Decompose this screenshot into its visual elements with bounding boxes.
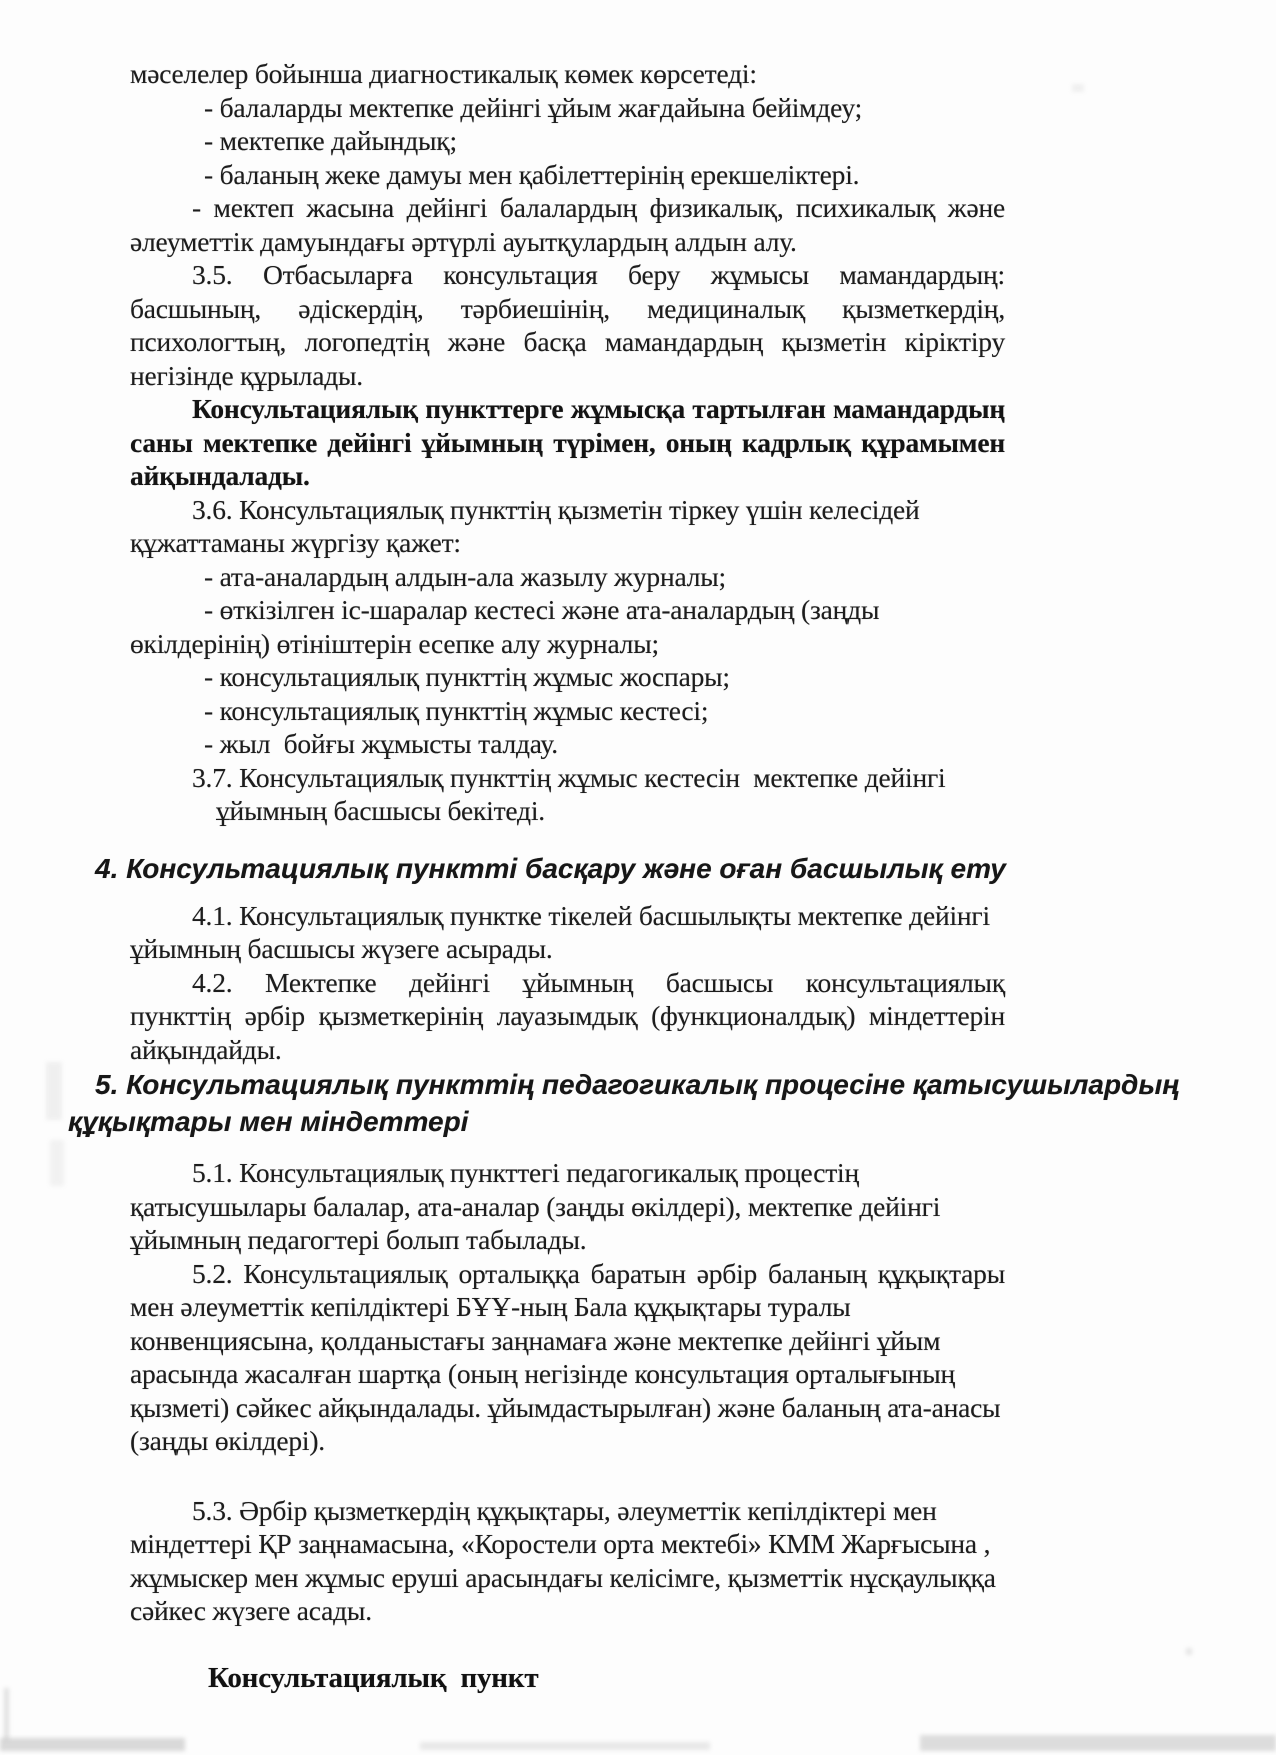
closing-title-text: Консультациялық пункт (208, 1661, 539, 1694)
text-line: - ата-аналардың алдын-ала жазылу журналы; (204, 560, 726, 592)
text-line: - мектеп жасына дейінгі балалардың физикалық, психикалық және (192, 192, 1005, 223)
text-line: ұйымның басшысы жүзеге асырады. (130, 933, 553, 964)
closing-title (130, 1658, 1005, 1698)
text-line: жұмыскер мен жұмыс еруші арасындағы келісімге, қызметтік нұсқаулыққа (130, 1561, 996, 1593)
text-line: арасында жасалған шартқа (оның негізінде консультация орталығының (130, 1358, 956, 1389)
text-line: басшының, әдіскердің, тәрбиешінің, медициналық қызметкердің, (130, 292, 1005, 324)
scan-artifact (46, 1062, 62, 1120)
text-line: саны мектепке дейінгі ұйымның түрімен, оның кадрлық құрамымен (130, 426, 1005, 458)
text-line: 3.7. Консультациялық пункттің жұмыс кестесін мектепке дейінгі (192, 761, 946, 793)
section-heading-line: құқықтары мен міндеттері (68, 1106, 469, 1137)
scan-artifact (4, 1688, 9, 1740)
text-line: психологтың, логопедтің және басқа мамандардың қызметін кіріктіру (130, 326, 1005, 357)
text-line: 5.1. Консультациялық пункттегі педагогикалық процестің (192, 1157, 859, 1188)
text-line: мәселелер бойынша диагностикалық көмек көрсетеді: (130, 58, 757, 89)
text-line: - консультациялық пункттің жұмыс жоспары; (204, 661, 730, 692)
text-line: - өткізілген іс-шаралар кестесі және ата-аналардың (заңды (204, 594, 880, 625)
text-line: - мектепке дайындық; (204, 125, 457, 156)
text-line: міндеттері ҚР заңнамасына, «Коростели орта мектебі» КММ Жарғысына , (130, 1528, 991, 1559)
text-line: әлеуметтік дамуындағы әртүрлі ауытқулардың алдын алу. (130, 225, 797, 257)
text-line: мен әлеуметтік кепілдіктері БҰҰ-ның Бала құқықтары туралы (130, 1291, 851, 1322)
text-line: құжаттаманы жүргізу қажет: (130, 527, 461, 558)
text-line: - баланың жеке дамуы мен қабілеттерінің ерекшеліктері. (204, 158, 860, 190)
scan-artifact (920, 1735, 1276, 1751)
scan-artifact (50, 1140, 64, 1186)
section-3-continuation (130, 57, 1005, 828)
section-heading-line: 4. Консультациялық пунктті басқару және оған басшылық ету (95, 852, 1006, 884)
text-line: ұйымның басшысы бекітеді. (216, 795, 545, 826)
text-line: сәйкес жүзеге асады. (130, 1595, 372, 1626)
text-line: Консультациялық пункттерге жұмысқа тартылған мамандардың (192, 393, 1005, 424)
text-line: 5.2. Консультациялық орталыққа баратын әрбір баланың құқықтары (192, 1257, 1005, 1289)
text-line: негізінде құрылады. (130, 359, 363, 391)
text-column (68, 57, 1180, 1698)
text-line: қатысушылары балалар, ата-аналар (заңды өкілдері), мектепке дейінгі (130, 1190, 941, 1222)
text-line: пункттің әрбір қызметкерінің лауазымдық (функционалдық) міндеттерін (130, 1000, 1005, 1031)
text-line: 4.1. Консультациялық пунктке тікелей басшылықты мектепке дейінгі (192, 899, 990, 931)
text-line: 3.5. Отбасыларға консультация беру жұмысы мамандардың: (192, 259, 1005, 290)
text-line: өкілдерінің) өтініштерін есепке алу журналы; (130, 627, 659, 659)
section-5-body (130, 1156, 1005, 1458)
text-line: айқындайды. (130, 1033, 282, 1065)
text-line: конвенциясына, қолданыстағы заңнамаға және мектепке дейінгі ұйым (130, 1324, 941, 1356)
section-5-heading (68, 1066, 1180, 1140)
clause-5-3 (130, 1494, 1005, 1628)
text-line: ұйымның педагогтері болып табылады. (130, 1224, 587, 1255)
section-4-body (130, 899, 1005, 1067)
text-line: - балаларды мектепке дейінгі ұйым жағдайына бейімдеу; (204, 91, 863, 123)
section-heading-line: 5. Консультациялық пункттің педагогикалық процесіне қатысушылардың (95, 1069, 1180, 1100)
section-4-heading (95, 850, 1006, 887)
text-line: 5.3. Әрбір қызметкердің құқықтары, әлеуметтік кепілдіктері мен (192, 1494, 937, 1526)
text-line: айқындалады. (130, 460, 310, 491)
text-line: - жыл бойғы жұмысты талдау. (204, 728, 558, 759)
scan-artifact (1186, 1648, 1192, 1655)
text-line: қызметі) сәйкес айқындалады. ұйымдастырылған) және баланың ата-анасы (130, 1391, 1001, 1423)
text-line: - консультациялық пункттің жұмыс кестесі; (204, 694, 709, 726)
text-line: 4.2. Мектепке дейінгі ұйымның басшысы консультациялық (192, 966, 1005, 998)
scan-artifact (0, 1738, 185, 1751)
text-line: (заңды өкілдері). (130, 1425, 325, 1456)
scan-artifact (1072, 84, 1084, 92)
scan-artifact (420, 1742, 710, 1750)
text-line: 3.6. Консультациялық пункттің қызметін тіркеу үшін келесідей (192, 493, 920, 525)
